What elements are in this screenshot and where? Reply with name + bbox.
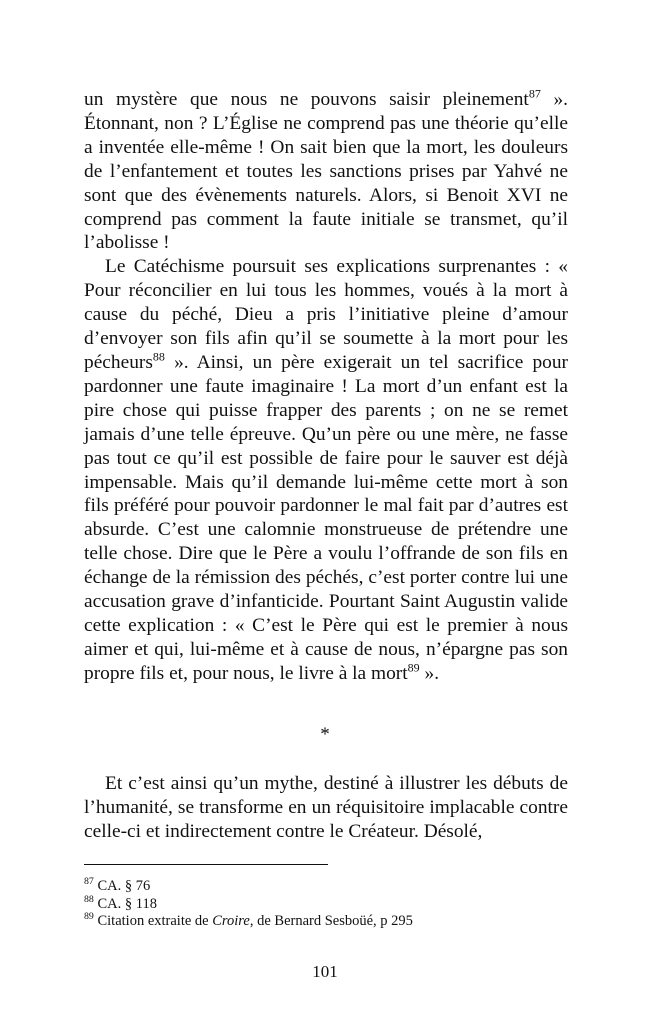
paragraph-2-text-c: ». — [419, 662, 440, 684]
paragraph-1-text-b: ». Étonnant, non ? L’Église ne comprend pas une théorie qu’elle a inventée elle-même ! On sait bien que la mort, les douleurs de l’enfantement et toutes les sanctions prises par Yahvé ne sont que des évènements naturels. Alors, si Benoit XVI ne comprend pas comment la faute initiale se transmet, qu’il l’abolisse ! — [84, 89, 569, 254]
footnotes — [84, 878, 568, 931]
section-separator: * — [320, 724, 330, 745]
footnote-text: CA. § 118 — [93, 895, 157, 912]
footnote-book-title: Croire — [212, 913, 250, 929]
footnote-number: 89 — [84, 911, 94, 923]
footnote-87 — [84, 878, 568, 896]
footnote-88 — [84, 893, 568, 914]
footnote-number: 88 — [84, 893, 94, 905]
footnote-ref-88: 88 — [152, 349, 165, 364]
main-text — [84, 88, 568, 686]
footnote-text: CA. § 76 — [93, 878, 151, 894]
paragraph-2 — [84, 255, 568, 685]
footnote-number: 87 — [84, 876, 94, 888]
footnote-ref-87: 87 — [528, 86, 541, 101]
paragraph-3: Et c’est ainsi qu’un mythe, destiné à illustrer les débuts de l’humanité, se transforme en un réquisitoire implacable contre celle-ci et indirectement contre le Créateur. Désolé, — [84, 773, 568, 842]
paragraph-1-text-a: un mystère que nous ne pouvons saisir pleinement — [84, 89, 529, 110]
footnote-ref-89: 89 — [407, 660, 420, 675]
page-number: 101 — [312, 962, 338, 981]
closing-text — [84, 772, 568, 844]
paragraph-2-text-a: Le Catéchisme poursuit ses explications surprenantes : « Pour réconcilier en lui tous les hommes, voués à la mort à cause du péché, Dieu a pris l’initiative pleine d’amour d’envoyer son fils afin qu’il se soumette à la mort pour les pécheurs — [84, 256, 568, 373]
paragraph-1 — [84, 88, 568, 255]
footnote-divider — [84, 864, 328, 865]
paragraph-2-text-b: ». Ainsi, un père exigerait un tel sacrifice pour pardonner une faute imaginaire ! La mort d’un enfant est la pire chose qui puisse frapper des parents ; on ne se remet jamais d’une telle épreuve. Qu’un père ou une mère, ne fasse pas tout ce qu’il est possible de faire pour le sauver est déjà impensable. Mais qu’il demande lui-même cette mort à son fils préféré pour pouvoir pardonner le mal fait par d’autres est absurde. C’est une calomnie monstrueuse de prétendre une telle chose. Dire que le Père a voulu l’offrande de son fils en échange de la rémission des péchés, c’est porter contre lui une accusation grave d’infanticide. Pourtant Saint Augustin valide cette explication : « C’est le Père qui est le premier à nous aimer et qui, lui-même et à cause de nous, n’épargne pas son propre fils et, pour nous, le livre à la mort — [84, 351, 568, 684]
footnote-text: Citation extraite de — [93, 913, 213, 929]
footnote-89 — [84, 913, 568, 931]
footnote-text-end: , de Bernard Sesboüé, p 295 — [249, 913, 413, 929]
